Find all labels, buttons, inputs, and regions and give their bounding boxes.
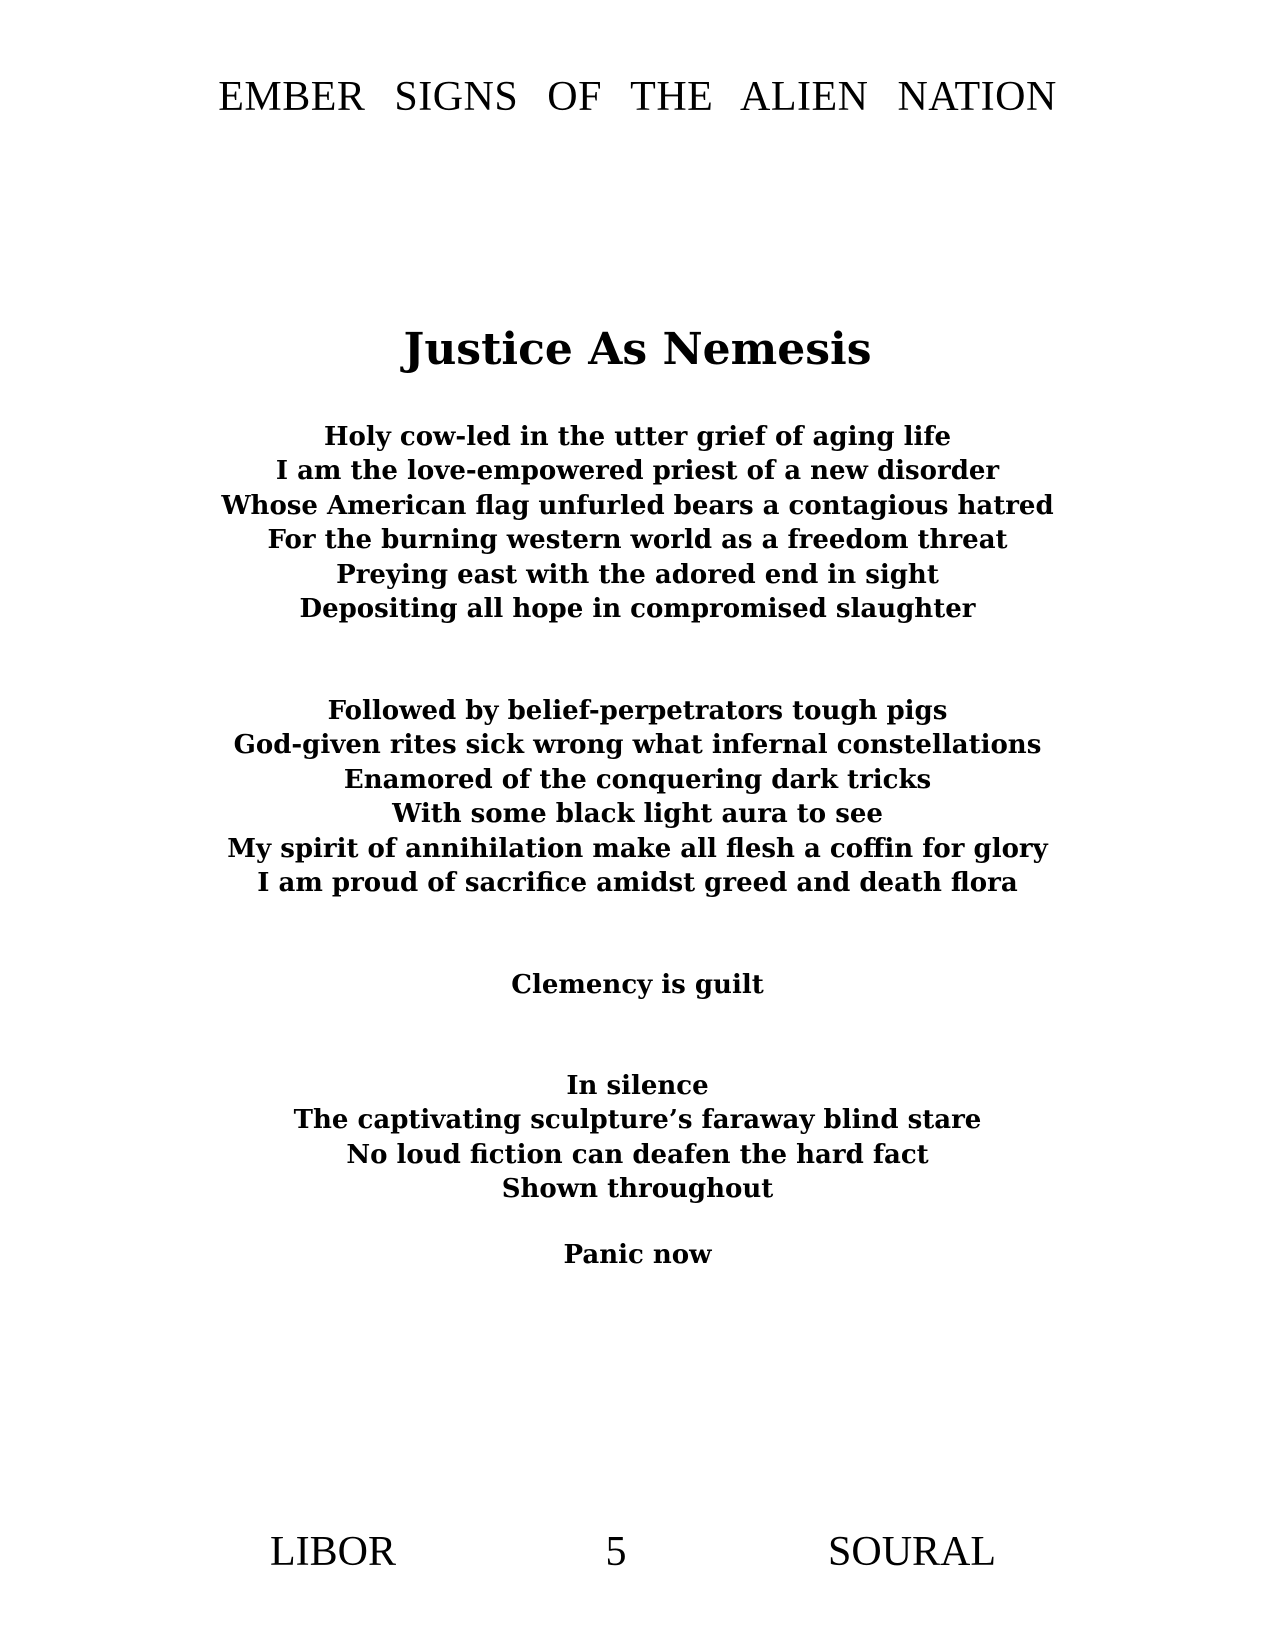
footer-author-last: SOURAL [828, 1529, 997, 1575]
poem-line: Preying east with the adored end in sight [336, 559, 939, 590]
poem-line: Enamored of the conquering dark tricks [343, 764, 932, 795]
poem-line: I am the love-empowered priest of a new disorder [275, 456, 1000, 487]
poem-line: My spirit of annihilation make all flesh a coffin for glory [227, 833, 1048, 864]
poem-title: Justice As Nemesis [403, 324, 872, 375]
stanza-1 [0, 420, 1275, 626]
poem-line: Whose American flag unfurled bears a contagious hatred [221, 490, 1054, 521]
poem-line: With some black light aura to see [392, 799, 883, 830]
poem-line: For the burning western world as a freedom threat [267, 525, 1008, 556]
stanza-4 [0, 1069, 1275, 1207]
poem-line: The captivating sculpture’s faraway blind stare [293, 1105, 982, 1136]
stanza-2 [0, 694, 1275, 900]
poem-line: Clemency is guilt [511, 970, 764, 1000]
poem-line: Panic now [563, 1240, 712, 1270]
poem-line: No loud fiction can deafen the hard fact [346, 1139, 929, 1170]
poem-line: God-given rites sick wrong what infernal constellations [233, 730, 1042, 761]
page-number: 5 [605, 1529, 627, 1575]
stanza-5 [0, 1238, 1275, 1272]
poem-line: In silence [566, 1071, 709, 1101]
footer-author-first: LIBOR [270, 1529, 396, 1575]
poem-line: Followed by belief-perpetrators tough pigs [327, 696, 948, 726]
poem-line: Holy cow-led in the utter grief of aging life [323, 422, 952, 452]
running-header: EMBER SIGNS OF THE ALIEN NATION [218, 74, 1057, 120]
page-footer [0, 1527, 1275, 1577]
poem-line: Depositing all hope in compromised slaughter [299, 594, 976, 625]
poem-line: Shown throughout [501, 1174, 774, 1205]
stanza-3 [0, 968, 1275, 1002]
poem-line: I am proud of sacrifice amidst greed and death flora [257, 868, 1018, 899]
